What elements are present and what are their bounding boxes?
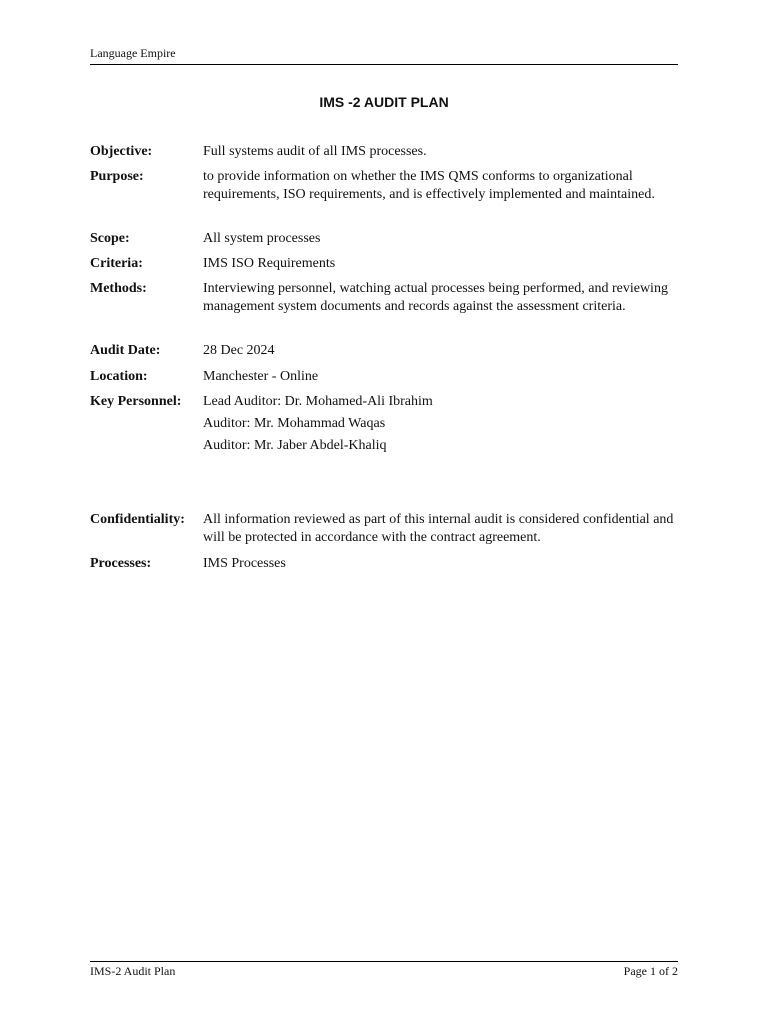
purpose-label: Purpose: — [90, 169, 144, 184]
audit-date-value: 28 Dec 2024 — [203, 343, 275, 358]
footer-doc-name: IMS-2 Audit Plan — [90, 964, 176, 978]
methods-value: Interviewing personnel, watching actual processes being performed, and reviewing management system documents and records against the assessment criteria. — [203, 281, 668, 314]
location-label: Location: — [90, 369, 148, 384]
company-name: Language Empire — [90, 46, 176, 60]
objective-value: Full systems audit of all IMS processes. — [203, 144, 427, 159]
objective-label: Objective: — [90, 144, 153, 159]
key-personnel-list — [203, 393, 678, 459]
scope-value: All system processes — [203, 231, 321, 246]
criteria-value: IMS ISO Requirements — [203, 256, 336, 271]
purpose-value: to provide information on whether the IMS QMS conforms to organizational requirements, ISO requirements, and is effectively implemented and maintained. — [203, 169, 655, 202]
confidentiality-label: Confidentiality: — [90, 512, 185, 527]
scope-label: Scope: — [90, 231, 130, 246]
page-header — [90, 46, 678, 65]
criteria-label: Criteria: — [90, 256, 143, 271]
page-footer — [90, 961, 678, 979]
key-personnel-label: Key Personnel: — [90, 394, 182, 409]
document-title: IMS -2 AUDIT PLAN — [319, 94, 449, 110]
auditor-2: Auditor: Mr. Jaber Abdel-Khaliq — [203, 438, 387, 453]
processes-value: IMS Processes — [203, 556, 286, 571]
processes-label: Processes: — [90, 556, 152, 571]
footer-page-number: Page 1 of 2 — [623, 964, 678, 978]
location-value: Manchester - Online — [203, 369, 319, 384]
confidentiality-value: All information reviewed as part of this internal audit is considered confidential and will be protected in accordance with the contract agreement. — [203, 512, 674, 545]
lead-auditor: Lead Auditor: Dr. Mohamed-Ali Ibrahim — [203, 394, 433, 409]
auditor-1: Auditor: Mr. Mohammad Waqas — [203, 416, 386, 431]
methods-label: Methods: — [90, 281, 147, 296]
audit-date-label: Audit Date: — [90, 343, 161, 358]
